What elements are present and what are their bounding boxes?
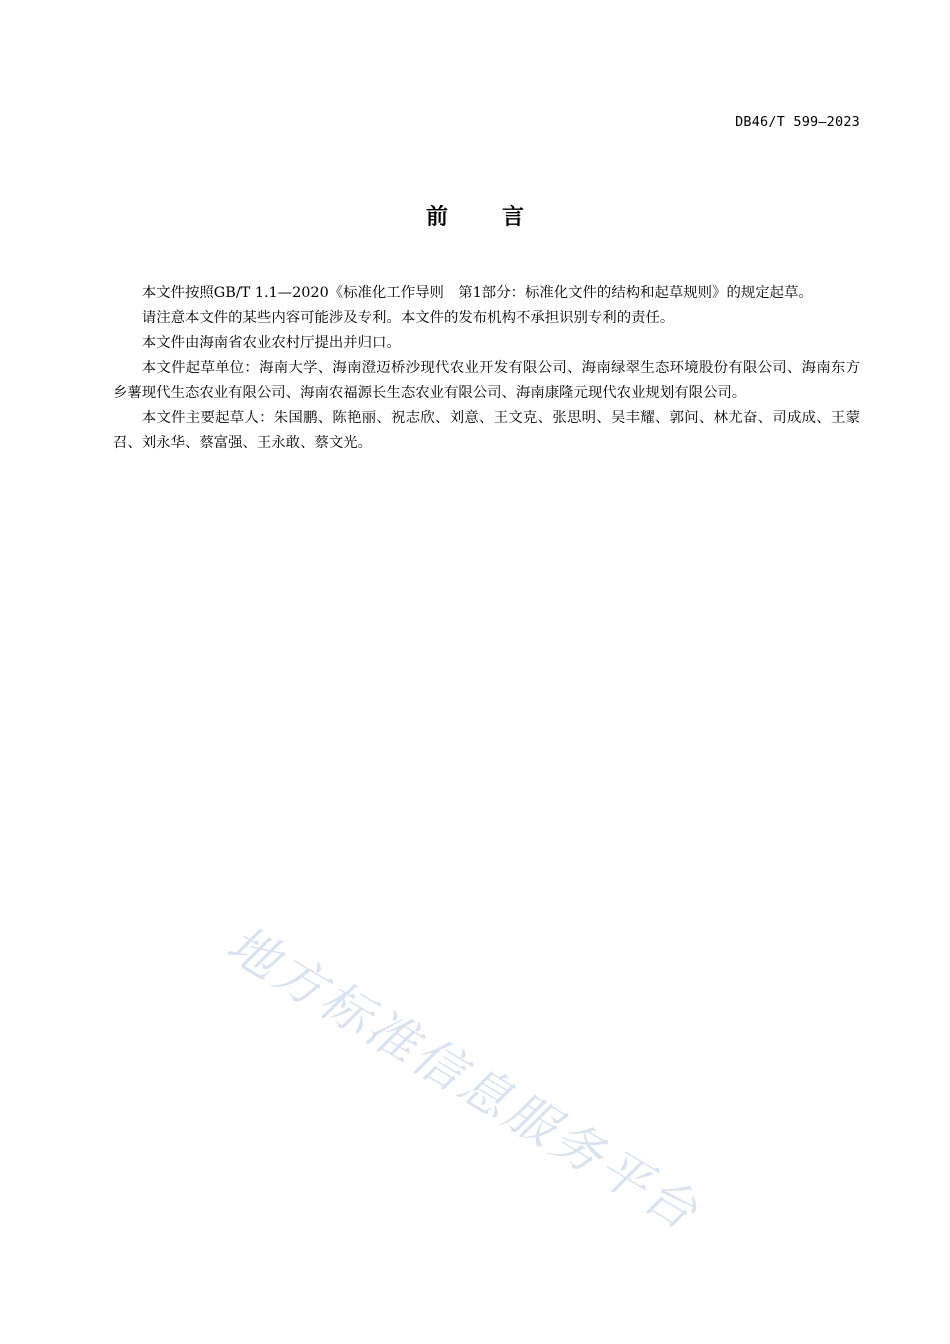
watermark: 地方标准信息服务平台 xyxy=(217,914,710,1243)
paragraph-patent-notice: 请注意本文件的某些内容可能涉及专利。本文件的发布机构不承担识别专利的责任。 xyxy=(141,310,675,326)
foreword-body xyxy=(113,281,860,456)
document-code: DB46/T 599—2023 xyxy=(735,114,860,130)
paragraph-proposer: 本文件由海南省农业农村厅提出并归口。 xyxy=(141,335,401,351)
paragraph-drafting-units: 本文件起草单位：海南大学、海南澄迈桥沙现代农业开发有限公司、海南绿翠生态环境股份有限公司、海南东方乡薯现代生态农业有限公司、海南农福源长生态农业有限公司、海南康隆元现代农业规划有限公司。 xyxy=(113,360,860,401)
paragraph-drafters: 本文件主要起草人：朱国鹏、陈艳丽、祝志欣、刘意、王文克、张思明、吴丰耀、郭问、林尤奋、司成成、王蒙召、刘永华、蔡富强、王永敢、蔡文光。 xyxy=(113,410,860,451)
page-title: 前言 xyxy=(425,205,578,230)
paragraph-drafting-rules: 本文件按照GB/T 1.1—2020《标准化工作导则 第1部分：标准化文件的结构和起草规则》的规定起草。 xyxy=(141,285,813,301)
